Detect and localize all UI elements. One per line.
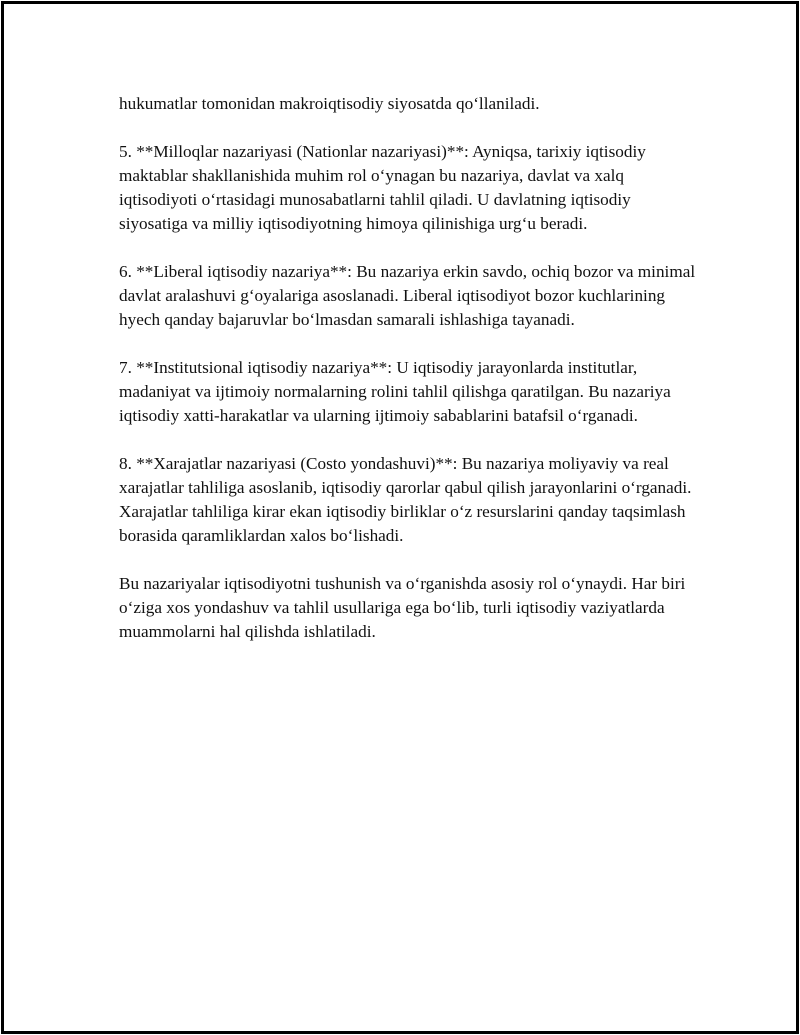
paragraph-item-8: 8. **Xarajatlar nazariyasi (Costo yondashuvi)**: Bu nazariya moliyaviy va real xarajatlar tahliliga asoslanib, iqtisodiy qarorlar qabul qilish jarayonlarini o‘rganadi. Xarajatlar tahliliga kirar ekan iqtisodiy birliklar o‘z resurslarini qanday taqsimlash borasida qaramliklardan xalos bo‘lishadi. [119, 454, 692, 545]
document-page [1, 1, 799, 1034]
paragraph-item-5: 5. **Milloqlar nazariyasi (Nationlar nazariyasi)**: Ayniqsa, tarixiy iqtisodiy maktablar shakllanishida muhim rol o‘ynagan bu nazariya, davlat va xalq iqtisodiyoti o‘rtasidagi munosabatlarni tahlil qiladi. U davlatning iqtisodiy siyosatiga va milliy iqtisodiyotning himoya qilinishiga urg‘u beradi. [119, 142, 646, 233]
paragraph-item-7: 7. **Institutsional iqtisodiy nazariya**: U iqtisodiy jarayonlarda institutlar, madaniyat va ijtimoiy normalarning rolini tahlil qilishga qaratilgan. Bu nazariya iqtisodiy xatti-harakatlar va ularning ijtimoiy sabablarini batafsil o‘rganadi. [119, 358, 671, 425]
paragraph-intro-continuation: hukumatlar tomonidan makroiqtisodiy siyosatda qo‘llaniladi. [119, 94, 540, 113]
paragraph-conclusion: Bu nazariyalar iqtisodiyotni tushunish va o‘rganishda asosiy rol o‘ynaydi. Har biri o‘ziga xos yondashuv va tahlil usullariga ega bo‘lib, turli iqtisodiy vaziyatlarda muammolarni hal qilishda ishlatiladi. [119, 574, 686, 641]
paragraph-item-6: 6. **Liberal iqtisodiy nazariya**: Bu nazariya erkin savdo, ochiq bozor va minimal davlat aralashuvi g‘oyalariga asoslanadi. Liberal iqtisodiyot bozor kuchlarining hyech qanday bajaruvlar bo‘lmasdan samarali ishlashiga tayanadi. [119, 262, 696, 329]
document-body [119, 92, 699, 668]
